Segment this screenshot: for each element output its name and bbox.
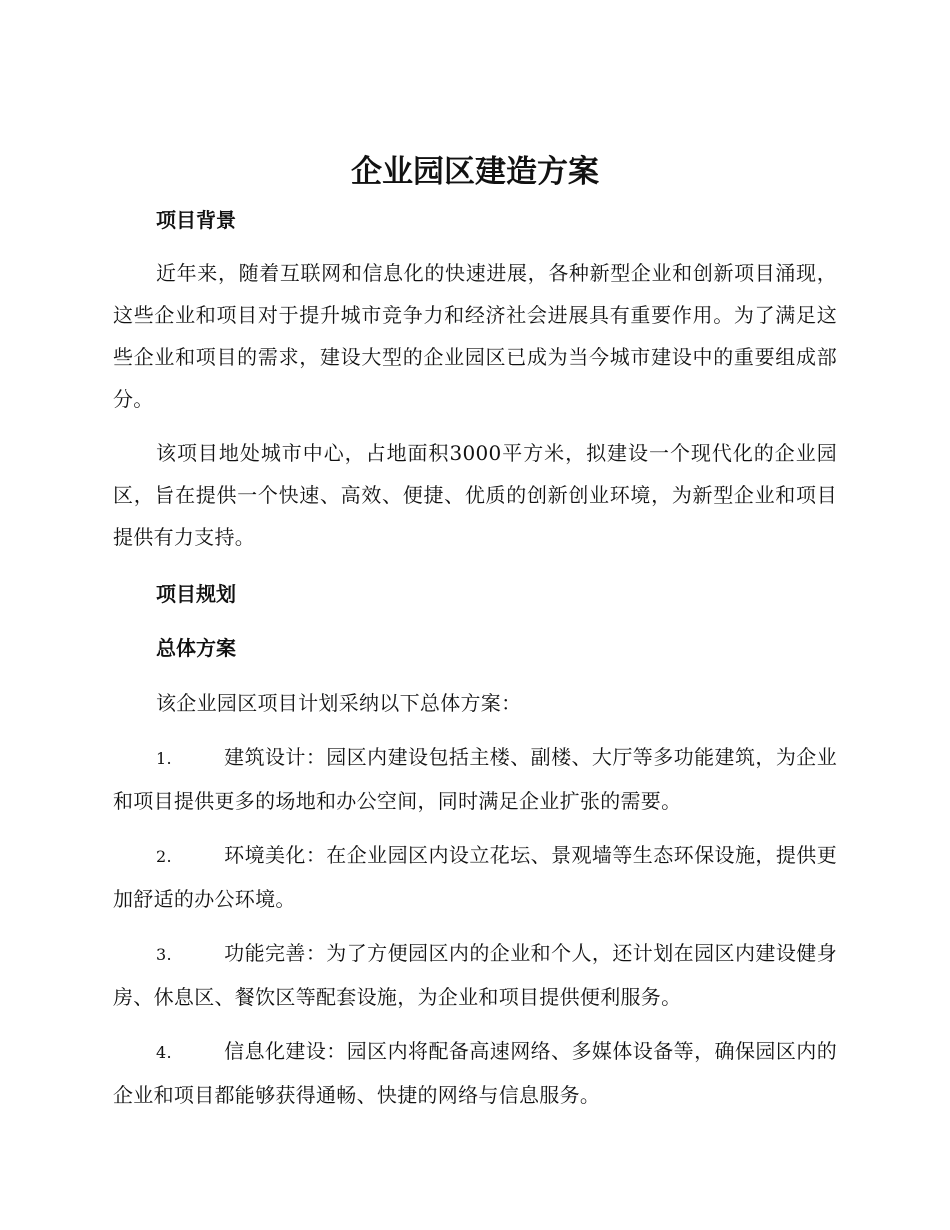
list-item (113, 932, 837, 1018)
list-item-text: 功能完善：为了方便园区内的企业和个人，还计划在园区内建设健身房、休息区、餐饮区等配套设施，为企业和项目提供便利服务。 (113, 941, 837, 1009)
list-item-text: 信息化建设：园区内将配备高速网络、多媒体设备等，确保园区内的企业和项目都能够获得通畅、快捷的网络与信息服务。 (113, 1039, 837, 1107)
subsection-heading-overall: 总体方案 (156, 636, 236, 660)
section-heading-background: 项目背景 (156, 208, 236, 232)
list-item-number: 4. (156, 1043, 172, 1062)
list-item-text: 环境美化：在企业园区内设立花坛、景观墙等生态环保设施，提供更加舒适的办公环境。 (113, 843, 837, 911)
list-item (113, 1030, 837, 1116)
list-item-number: 1. (156, 749, 172, 768)
list-item (113, 736, 837, 822)
overall-intro: 该企业园区项目计划采纳以下总体方案： (156, 691, 522, 715)
section-heading-planning: 项目规划 (156, 582, 236, 606)
list-item-text: 建筑设计：园区内建设包括主楼、副楼、大厅等多功能建筑，为企业和项目提供更多的场地和办公空间，同时满足企业扩张的需要。 (113, 745, 837, 813)
document-body (113, 200, 837, 1116)
document-title: 企业园区建造方案 (351, 154, 599, 190)
paragraph-background-1: 近年来，随着互联网和信息化的快速进展，各种新型企业和创新项目涌现，这些企业和项目对于提升城市竞争力和经济社会进展具有重要作用。为了满足这些企业和项目的需求，建设大型的企业园区已成为当今城市建设中的重要组成部分。 (113, 261, 837, 411)
paragraph-background-2: 该项目地处城市中心，占地面积3000平方米，拟建设一个现代化的企业园区，旨在提供一个快速、高效、便捷、优质的创新创业环境，为新型企业和项目提供有力支持。 (113, 441, 837, 549)
list-item-number: 3. (156, 945, 172, 964)
list-item-number: 2. (156, 847, 172, 866)
list-item (113, 834, 837, 920)
